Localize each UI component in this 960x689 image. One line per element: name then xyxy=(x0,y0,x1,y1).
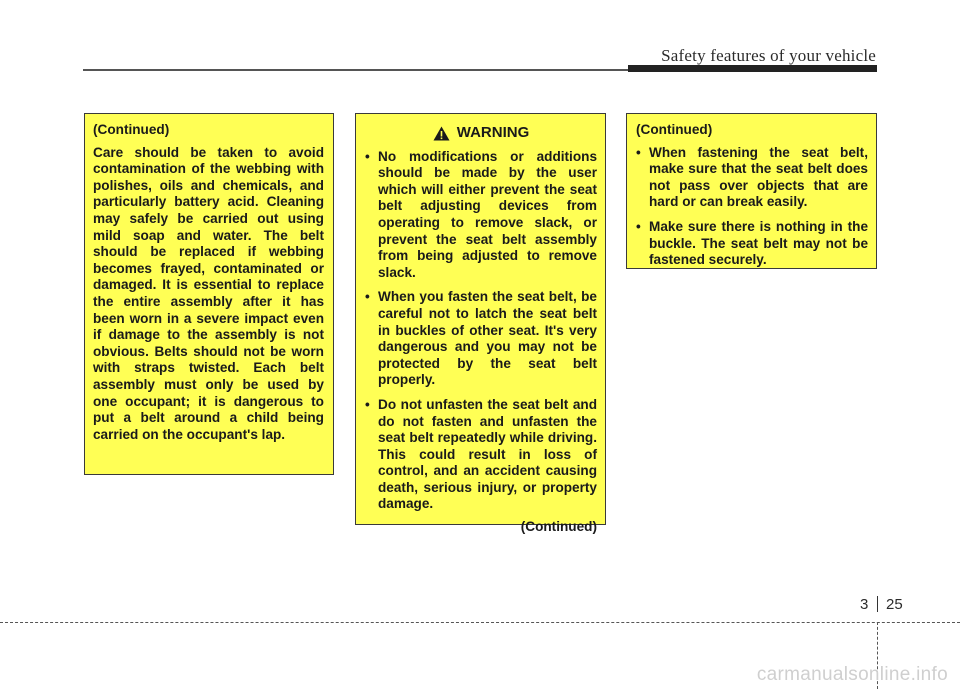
watermark: carmanualsonline.info xyxy=(756,664,948,685)
list-item: • Do not unfasten the seat belt and do not fasten and unfasten the seat belt repeatedly while driving. This could result in loss of control, and an accident causing death, serious injury, or property damage. xyxy=(365,397,597,513)
warning-list xyxy=(365,149,597,513)
chapter-number: 3 xyxy=(860,596,869,613)
warning-triangle-icon xyxy=(433,126,450,141)
seat-belt-care-text: Care should be taken to avoid contamination of the webbing with polishes, oils and chemicals, and particularly battery acid. Cleaning may safely be carried out using mild soap and water. The belt should be replaced if webbing becomes frayed, contaminated or damaged. It is essential to replace the entire assembly after it has been worn in a severe impact even if damage to the assembly is not obvious. Belts should not be worn with straps twisted. Each belt assembly must only be used by one occupant; it is dangerous to put a belt around a child being carried on the occupant's lap. xyxy=(93,144,324,442)
continued-label: (Continued) xyxy=(636,122,713,137)
continued-label: (Continued) xyxy=(520,519,597,535)
continued-note-box xyxy=(626,113,877,269)
list-item: • When you fasten the seat belt, be careful not to latch the seat belt in buckles of other seat. It's very dangerous and you may not be protected by the seat belt properly. xyxy=(365,289,597,389)
warning-box xyxy=(355,113,606,535)
list-item: • When fastening the seat belt, make sure that the seat belt does not pass over objects that are hard or can break easily. xyxy=(636,145,868,211)
header-rule xyxy=(83,69,629,71)
header-title: Safety features of your vehicle xyxy=(661,46,876,65)
page-number-separator xyxy=(877,596,878,612)
continued-label: (Continued) xyxy=(93,122,170,137)
seat-belt-tips-list xyxy=(636,145,868,269)
continued-note-box xyxy=(84,113,334,475)
list-item: • Make sure there is nothing in the buckle. The seat belt may not be fastened securely. xyxy=(636,219,868,269)
warning-heading xyxy=(365,125,597,142)
warning-title: WARNING xyxy=(456,124,530,141)
header-rule-accent xyxy=(628,65,877,72)
footer-divider xyxy=(0,622,960,623)
page-number: 25 xyxy=(886,596,903,613)
list-item: • No modifications or additions should be made by the user which will either prevent the seat belt adjusting devices from operating to remove slack, or prevent the seat belt assembly from being adjusted to remove slack. xyxy=(365,149,597,282)
